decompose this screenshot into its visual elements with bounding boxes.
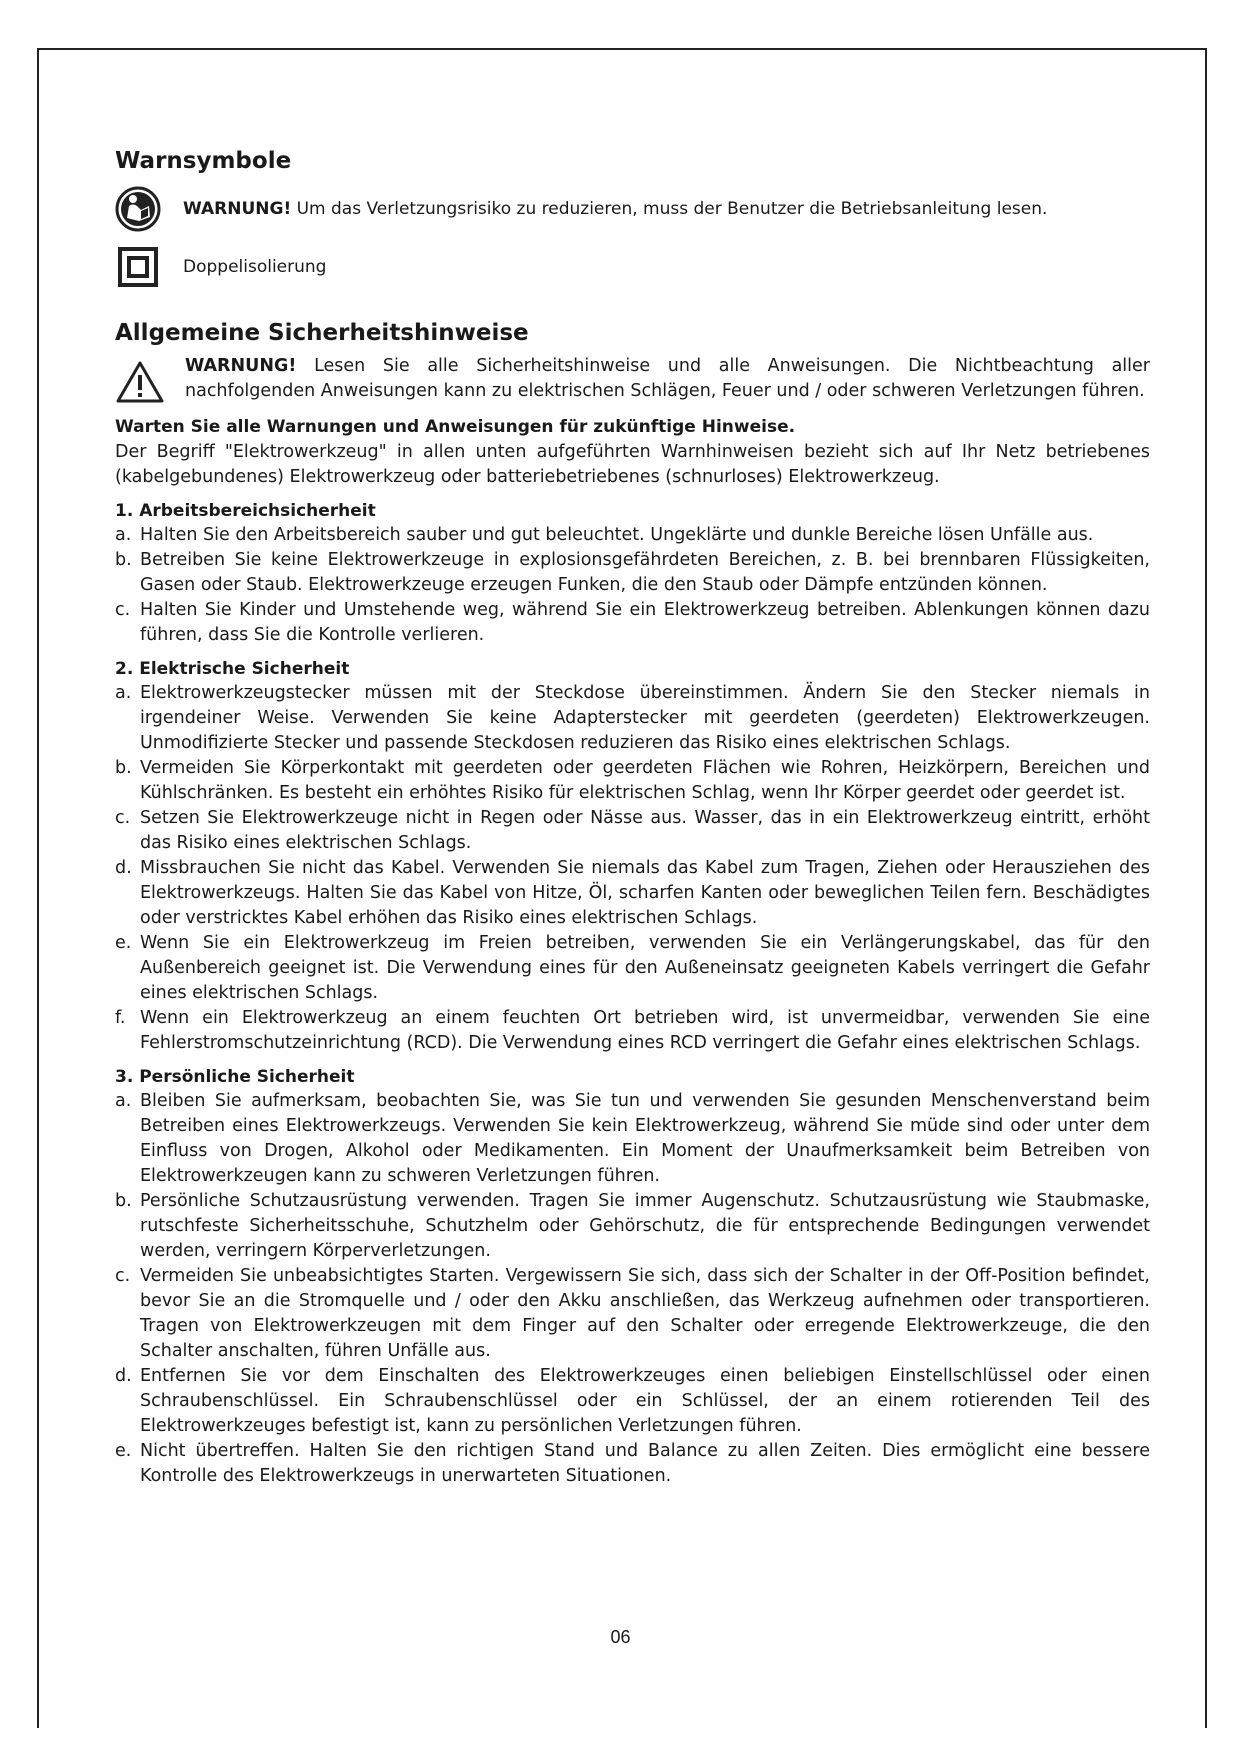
power-tool-definition: Der Begriff "Elektrowerkzeug" in allen unten aufgeführten Warnhinweisen bezieht sich auf Ihr Netz betriebenes (kabelgebundenes) Elektrowerkzeug oder batteriebetriebenes (schnurloses) Elektrowerkzeug. <box>115 442 1150 487</box>
general-warning-text <box>185 354 1150 404</box>
section-title: 3. Persönliche Sicherheit <box>115 1067 355 1087</box>
list-item-label: a. <box>115 1091 132 1111</box>
list-item-label: f. <box>115 1008 126 1028</box>
list-item <box>115 1189 1150 1264</box>
list-item-text: Vermeiden Sie unbeabsichtigtes Starten. Vergewissern Sie sich, dass sich der Schalter in der Off-Position befindet, bevor Sie an die Stromquelle und / oder den Akku anschließen, das Werkzeug aufnehmen oder transportieren. Tragen von Elektrowerkzeugen mit dem Finger auf den Schalter oder erregende Elektrowerkzeuge, die den Schalter anschalten, führen Unfälle aus. <box>140 1266 1150 1361</box>
warning-triangle-icon <box>115 354 165 404</box>
symbol-double-insulation-row <box>115 244 1150 290</box>
page-content <box>115 148 1150 1489</box>
section-title: 2. Elektrische Sicherheit <box>115 659 350 679</box>
list-item-text: Nicht übertreffen. Halten Sie den richtigen Stand und Balance zu allen Zeiten. Dies ermöglicht eine bessere Kontrolle des Elektrowerkzeugs in unerwarteten Situationen. <box>140 1441 1150 1486</box>
list-item-text: Vermeiden Sie Körperkontakt mit geerdeten oder geerdeten Flächen wie Rohren, Heizkörpern, Bereichen und Kühlschränken. Es besteht ein erhöhtes Risiko für elektrischen Schlag, wenn Ihr Körper geerdet oder geerdet ist. <box>140 758 1150 803</box>
list-item <box>115 756 1150 806</box>
list-item <box>115 681 1150 756</box>
list-item-text: Bleiben Sie aufmerksam, beobachten Sie, was Sie tun und verwenden Sie gesunden Menschenverstand beim Betreiben eines Elektrowerkzeugs. Verwenden Sie kein Elektrowerkzeug, während Sie müde sind oder unter dem Einfluss von Drogen, Alkohol oder Medikamenten. Ein Moment der Unaufmerksamkeit beim Betreiben von Elektrowerkzeugen kann zu schweren Verletzungen führen. <box>140 1091 1150 1186</box>
manual-warning-body: Um das Verletzungsrisiko zu reduzieren, muss der Benutzer die Betriebsanleitung lesen. <box>291 199 1048 219</box>
list-item <box>115 598 1150 648</box>
general-warning-block <box>115 354 1150 404</box>
list-item-label: d. <box>115 1366 132 1386</box>
list-item-text: Missbrauchen Sie nicht das Kabel. Verwenden Sie niemals das Kabel zum Tragen, Ziehen oder Herausziehen des Elektrowerkzeugs. Halten Sie das Kabel von Hitze, Öl, scharfen Kanten oder beweglichen Teilen fern. Beschädigtes oder verstricktes Kabel erhöhen das Risiko eines elektrischen Schlags. <box>140 858 1150 928</box>
list-item-label: b. <box>115 550 132 570</box>
list-item-label: a. <box>115 683 132 703</box>
list-item-text: Elektrowerkzeugstecker müssen mit der Steckdose übereinstimmen. Ändern Sie den Stecker niemals in irgendeiner Weise. Verwenden Sie keine Adapterstecker mit geerdeten (geerdeten) Elektrowerkzeugen. Unmodifizierte Stecker und passende Steckdosen reduzieren das Risiko eines elektrischen Schlags. <box>140 683 1150 753</box>
keep-instructions-title: Warten Sie alle Warnungen und Anweisungen für zukünftige Hinweise. <box>115 417 796 437</box>
list-item <box>115 523 1150 548</box>
list-item-label: c. <box>115 600 131 620</box>
safety-sections <box>115 499 1150 1489</box>
allgemeine-heading: Allgemeine Sicherheitshinweise <box>115 320 529 346</box>
list-item-label: c. <box>115 1266 131 1286</box>
list-item <box>115 1006 1150 1056</box>
double-insulation-label: Doppelisolierung <box>183 257 327 277</box>
general-warning-body: Lesen Sie alle Sicherheitshinweise und alle Anweisungen. Die Nichtbeachtung aller nachfolgenden Anweisungen kann zu elektrischen Schlägen, Feuer und / oder schweren Verletzungen führen. <box>185 356 1150 401</box>
list-item <box>115 1264 1150 1364</box>
list-item-text: Wenn ein Elektrowerkzeug an einem feuchten Ort betrieben wird, ist unvermeidbar, verwenden Sie eine Fehlerstromschutzeinrichtung (RCD). Die Verwendung eines RCD verringert die Gefahr eines elektrischen Schlags. <box>140 1008 1150 1053</box>
double-insulation-icon <box>115 244 161 290</box>
list-item <box>115 931 1150 1006</box>
read-manual-icon <box>115 186 161 232</box>
list-item-label: d. <box>115 858 132 878</box>
list-item <box>115 1364 1150 1439</box>
list-item-text: Wenn Sie ein Elektrowerkzeug im Freien betreiben, verwenden Sie ein Verlängerungskabel, das für den Außenbereich geeignet ist. Die Verwendung eines für den Außeneinsatz geeigneten Kabels verringert die Gefahr eines elektrischen Schlags. <box>140 933 1150 1003</box>
warning-label: WARNUNG! <box>185 356 297 376</box>
list-item-label: b. <box>115 758 132 778</box>
list-item-text: Entfernen Sie vor dem Einschalten des Elektrowerkzeuges einen beliebigen Einstellschlüssel oder einen Schraubenschlüssel. Ein Schraubenschlüssel oder ein Schlüssel, der an einem rotierenden Teil des Elektrowerkzeuges befestigt ist, kann zu persönlichen Verletzungen führen. <box>140 1366 1150 1436</box>
list-item-label: e. <box>115 1441 132 1461</box>
list-item-label: b. <box>115 1191 132 1211</box>
list-item <box>115 856 1150 931</box>
list-item-text: Halten Sie den Arbeitsbereich sauber und gut beleuchtet. Ungeklärte und dunkle Bereiche lösen Unfälle aus. <box>140 525 1094 545</box>
list-item <box>115 548 1150 598</box>
page-number: 06 <box>610 1627 631 1647</box>
list-item-text: Halten Sie Kinder und Umstehende weg, während Sie ein Elektrowerkzeug betreiben. Ablenkungen können dazu führen, dass Sie die Kontrolle verlieren. <box>140 600 1150 645</box>
warnsymbole-heading: Warnsymbole <box>115 148 292 174</box>
section-title: 1. Arbeitsbereichsicherheit <box>115 501 376 521</box>
manual-warning-text <box>183 197 1047 221</box>
list-item-label: c. <box>115 808 131 828</box>
list-item <box>115 806 1150 856</box>
list-item-text: Betreiben Sie keine Elektrowerkzeuge in explosionsgefährdeten Bereichen, z. B. bei brennbaren Flüssigkeiten, Gasen oder Staub. Elektrowerkzeuge erzeugen Funken, die den Staub oder Dämpfe entzünden können. <box>140 550 1150 595</box>
list-item-text: Setzen Sie Elektrowerkzeuge nicht in Regen oder Nässe aus. Wasser, das in ein Elektrowerkzeug eintritt, erhöht das Risiko eines elektrischen Schlags. <box>140 808 1150 853</box>
warning-label: WARNUNG! <box>183 199 292 219</box>
symbol-manual-row <box>115 186 1150 232</box>
list-item <box>115 1439 1150 1489</box>
list-item-text: Persönliche Schutzausrüstung verwenden. Tragen Sie immer Augenschutz. Schutzausrüstung wie Staubmaske, rutschfeste Sicherheitsschuhe, Schutzhelm oder Gehörschutz, die für entsprechende Bedingungen verwendet werden, verringern Körperverletzungen. <box>140 1191 1150 1261</box>
list-item <box>115 1089 1150 1189</box>
list-item-label: a. <box>115 525 132 545</box>
list-item-label: e. <box>115 933 132 953</box>
